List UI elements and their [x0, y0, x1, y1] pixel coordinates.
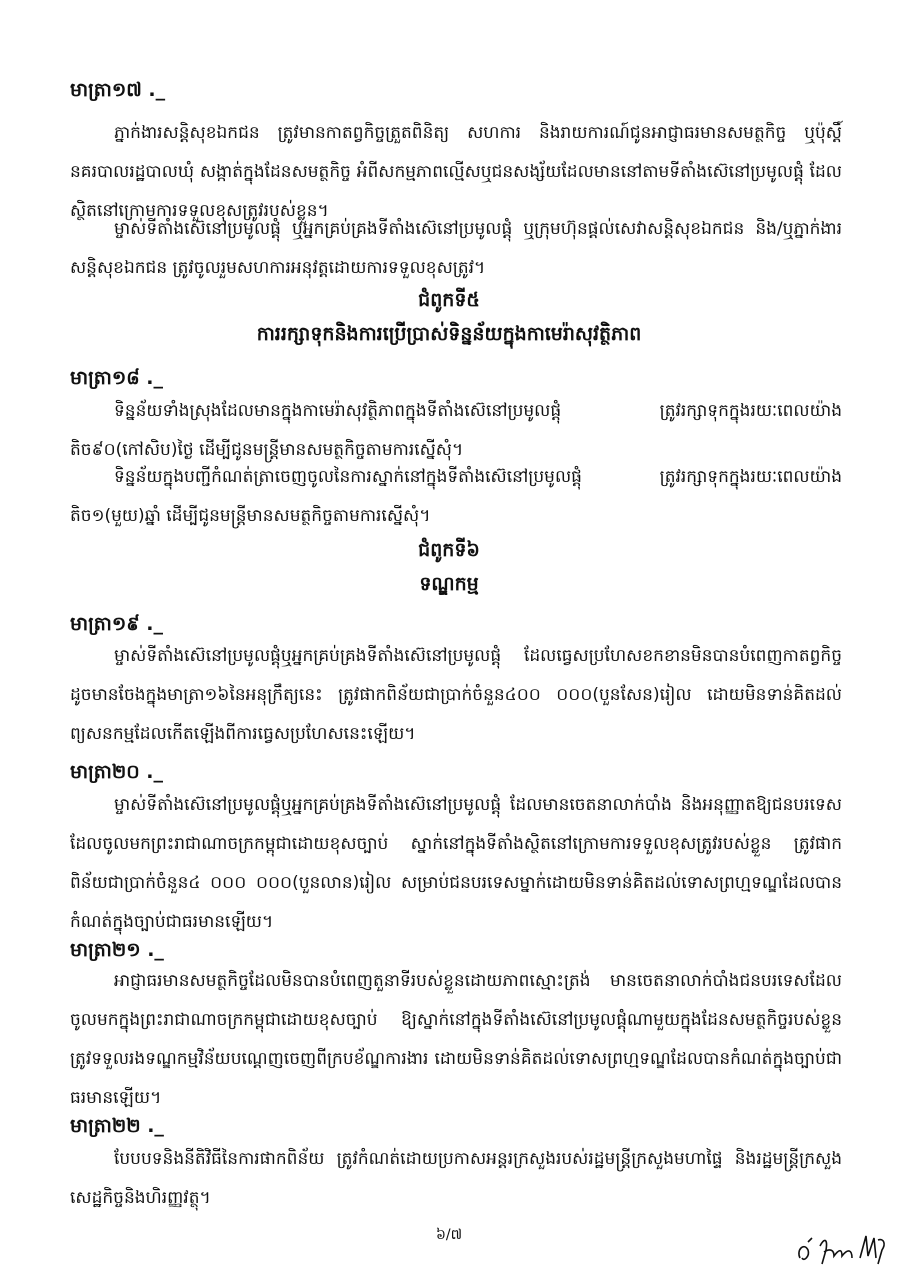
- article-18-paragraph-1: ទិន្នន័យទាំងស្រុងដែលមានក្នុងកាមេរ៉ាសុវត្ថិភាពក្នុងទីតាំងស៊េនៅប្រមូលផ្តុំ ត្រូវរក្សាទុកក្នុងរយៈពេលយ៉ាងតិច៩០(កៅសិប)ថ្ងៃ ដើម្បីជូនមន្ត្រីមានសមត្ថកិច្ចតាមការស្នើសុំ។: [70, 401, 842, 460]
- chapter-5-title: ការរក្សាទុកនិងការប្រើប្រាស់ទិន្នន័យក្នុងកាមេរ៉ាសុវត្ថិភាព: [256, 323, 642, 345]
- article-17-title: មាត្រា១៧ ._: [70, 79, 166, 101]
- article-22-title: មាត្រា២២ ._: [70, 1115, 164, 1137]
- chapter-6-number: ជំពូកទី៦: [418, 539, 480, 561]
- chapter-6-title: ទណ្ឌកម្ម: [419, 573, 479, 595]
- chapter-5-number: ជំពូកទី៥: [418, 289, 480, 311]
- page-number: ៦/៧: [435, 1227, 463, 1243]
- article-17-paragraph-2: ម្ចាស់ទីតាំងស៊េនៅប្រមូលផ្តុំ ឬអ្នកគ្រប់គ្រងទីតាំងស៊េនៅប្រមូលផ្តុំ ឬក្រុមហ៊ុនផ្តល់សេវាសន្តិសុខឯកជន និង/ឬភ្នាក់ងារសន្តិសុខឯកជន ត្រូវចូលរួមសហការអនុវត្តដោយការទទួលខុសត្រូវ។: [70, 219, 842, 278]
- article-17-paragraph-1: ភ្នាក់ងារសន្តិសុខឯកជន ត្រូវមានកាតព្វកិច្ចត្រួតពិនិត្យ សហការ និងរាយការណ៍ជូនអាជ្ញាធរមានសមត្ថកិច្ច ឬប៉ុស្តិ៍នគរបាលរដ្ឋបាលឃុំ សង្កាត់ក្នុងដែនសមត្ថកិច្ច អំពីសកម្មភាពល្មើសឬជនសង្ស័យដែលមាននៅតាមទីតាំងស៊េនៅប្រមូលផ្តុំ ដែលស្ថិតនៅក្រោមការទទួលខុសត្រូវរបស់ខ្លួន។: [70, 123, 842, 221]
- signature-initials: [794, 1228, 889, 1270]
- article-19-paragraph-1: ម្ចាស់ទីតាំងស៊េនៅប្រមូលផ្តុំឬអ្នកគ្រប់គ្រងទីតាំងស៊េនៅប្រមូលផ្តុំ ដែលធ្វេសប្រហែសខកខានមិនបានបំពេញកាតព្វកិច្ច ដូចមានចែងក្នុងមាត្រា១៦នៃអនុក្រឹត្យនេះ ត្រូវផាកពិន័យជាប្រាក់ចំនួន៤០០ ០០០(បួនសែន)រៀល ដោយមិនទាន់គិតដល់ព្យសនកម្មដែលកើតឡើងពីការធ្វេសប្រហែសនេះឡើយ។: [70, 646, 842, 744]
- article-19-title: មាត្រា១៩ ._: [70, 613, 164, 635]
- article-18-paragraph-2: ទិន្នន័យក្នុងបញ្ជីកំណត់ត្រាចេញចូលនៃការស្នាក់នៅក្នុងទីតាំងស៊េនៅប្រមូលផ្តុំ ត្រូវរក្សាទុកក្នុងរយៈពេលយ៉ាងតិច១(មួយ)ឆ្នាំ ដើម្បីជូនមន្ត្រីមានសមត្ថកិច្ចតាមការស្នើសុំ។: [70, 467, 842, 526]
- article-21-title: មាត្រា២១ ._: [70, 939, 164, 961]
- article-22-paragraph-1: បែបបទនិងនីតិវិធីនៃការផាកពិន័យ ត្រូវកំណត់ដោយប្រកាសអន្តរក្រសួងរបស់រដ្ឋមន្ត្រីក្រសួងមហាផ្ទៃ និងរដ្ឋមន្ត្រីក្រសួងសេដ្ឋកិច្ចនិងហិរញ្ញវត្ថុ។: [70, 1149, 842, 1208]
- article-21-paragraph-1: អាជ្ញាធរមានសមត្ថកិច្ចដែលមិនបានបំពេញតួនាទីរបស់ខ្លួនដោយភាពស្មោះត្រង់ មានចេតនាលាក់បាំងជនបរទេសដែលចូលមកក្នុងព្រះរាជាណាចក្រកម្ពុជាដោយខុសច្បាប់ ឱ្យស្នាក់នៅក្នុងទីតាំងស៊េនៅប្រមូលផ្តុំណាមួយក្នុងដែនសមត្ថកិច្ចរបស់ខ្លួន ត្រូវទទួលរងទណ្ឌកម្មវិន័យបណ្តេញចេញពីក្របខ័ណ្ឌការងារ ដោយមិនទាន់គិតដល់ទោសព្រហ្មទណ្ឌដែលបានកំណត់ក្នុងច្បាប់ជាធរមានឡើយ។: [70, 971, 842, 1108]
- article-20-paragraph-1: ម្ចាស់ទីតាំងស៊េនៅប្រមូលផ្តុំឬអ្នកគ្រប់គ្រងទីតាំងស៊េនៅប្រមូលផ្តុំ ដែលមានចេតនាលាក់បាំង និងអនុញ្ញាតឱ្យជនបរទេសដែលចូលមកព្រះរាជាណាចក្រកម្ពុជាដោយខុសច្បាប់ ស្នាក់នៅក្នុងទីតាំងស្ថិតនៅក្រោមការទទួលខុសត្រូវរបស់ខ្លួន ត្រូវផាកពិន័យជាប្រាក់ចំនួន៤ ០០០ ០០០(បួនលាន)រៀល សម្រាប់ជនបរទេសម្នាក់ដោយមិនទាន់គិតដល់ទោសព្រហ្មទណ្ឌដែលបានកំណត់ក្នុងច្បាប់ជាធរមានឡើយ។: [70, 795, 842, 932]
- article-18-title: មាត្រា១៨ ._: [70, 367, 164, 389]
- article-20-title: មាត្រា២០ ._: [70, 761, 164, 783]
